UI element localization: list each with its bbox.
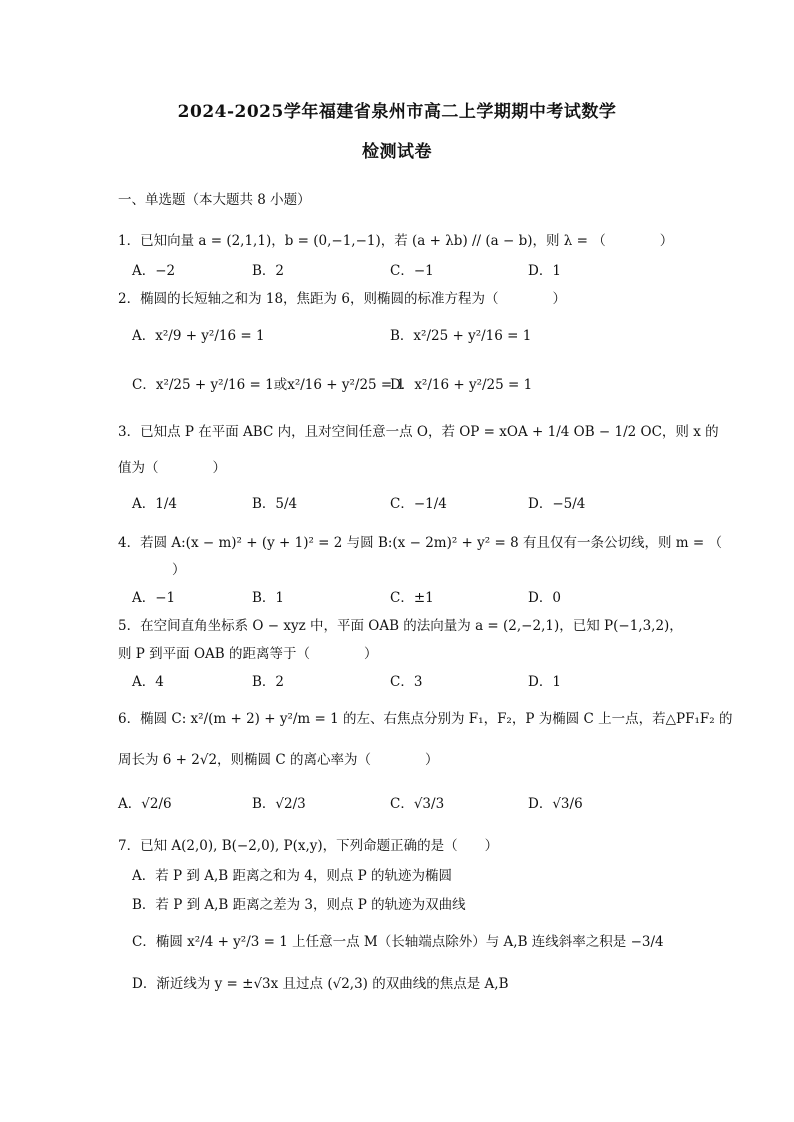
- q4-option-c: C．±1: [390, 590, 434, 606]
- q4-option-d: D．0: [528, 590, 561, 606]
- section-heading: 一、单选题（本大题共 8 小题）: [118, 192, 311, 208]
- question-6-cont: 周长为 6 + 2√2，则椭圆 C 的离心率为（ ）: [118, 752, 439, 768]
- question-6: 6．椭圆 C: x²/(m + 2) + y²/m = 1 的左、右焦点分别为 F₁，F₂，P 为椭圆 C 上一点，若△PF₁F₂ 的: [118, 711, 733, 727]
- q4-option-a: A．−1: [132, 590, 176, 606]
- question-2: 2．椭圆的长短轴之和为 18，焦距为 6，则椭圆的标准方程为（ ）: [118, 291, 566, 307]
- q1-option-c: C．−1: [390, 263, 434, 279]
- q3-option-b: B．5/4: [252, 496, 298, 512]
- q7-option-a: A．若 P 到 A,B 距离之和为 4，则点 P 的轨迹为椭圆: [132, 868, 453, 884]
- q2-option-b: B．x²/25 + y²/16 = 1: [390, 328, 532, 344]
- question-4-cont: ）: [172, 562, 186, 578]
- q6-option-b: B．√2/3: [252, 796, 306, 812]
- q7-option-c: C．椭圆 x²/4 + y²/3 = 1 上任意一点 M（长轴端点除外）与 A,B 连线斜率之积是 −3/4: [132, 934, 664, 950]
- question-3-cont: 值为（ ）: [118, 460, 226, 476]
- q6-option-c: C．√3/3: [390, 796, 445, 812]
- q2-option-d: D．x²/16 + y²/25 = 1: [390, 377, 533, 393]
- q5-option-b: B．2: [252, 674, 285, 690]
- q6-option-d: D．√3/6: [528, 796, 583, 812]
- q6-option-a: A．√2/6: [118, 796, 172, 812]
- q1-option-a: A．−2: [132, 263, 176, 279]
- question-4: 4．若圆 A:(x − m)² + (y + 1)² = 2 与圆 B:(x − 2m)² + y² = 8 有且仅有一条公切线，则 m = （: [118, 535, 722, 551]
- question-3: 3．已知点 P 在平面 ABC 内，且对空间任意一点 O，若 OP = xOA + 1/4 OB − 1/2 OC，则 x 的: [118, 424, 719, 440]
- exam-title: 2024-2025学年福建省泉州市高二上学期期中考试数学: [177, 102, 617, 122]
- q1-option-b: B．2: [252, 263, 285, 279]
- q7-option-d: D．渐近线为 y = ±√3x 且过点 (√2,3) 的双曲线的焦点是 A,B: [132, 976, 509, 992]
- q1-option-d: D．1: [528, 263, 561, 279]
- q3-option-a: A．1/4: [132, 496, 177, 512]
- q5-option-a: A．4: [132, 674, 164, 690]
- q3-option-d: D．−5/4: [528, 496, 586, 512]
- q5-option-c: C．3: [390, 674, 423, 690]
- q4-option-b: B．1: [252, 590, 285, 606]
- question-5: 5．在空间直角坐标系 O − xyz 中，平面 OAB 的法向量为 a = (2,−2,1)，已知 P(−1,3,2)，: [118, 618, 683, 634]
- q2-option-a: A．x²/9 + y²/16 = 1: [132, 328, 265, 344]
- question-5-cont: 则 P 到平面 OAB 的距离等于（ ）: [118, 646, 378, 662]
- exam-subtitle: 检测试卷: [362, 142, 432, 162]
- q7-option-b: B．若 P 到 A,B 距离之差为 3，则点 P 的轨迹为双曲线: [132, 897, 466, 913]
- question-7: 7．已知 A(2,0), B(−2,0), P(x,y)，下列命题正确的是（ ）: [118, 838, 499, 854]
- question-1: 1．已知向量 a = (2,1,1)，b = (0,−1,−1)，若 (a + λb) // (a − b)，则 λ = （ ）: [118, 233, 674, 249]
- q3-option-c: C．−1/4: [390, 496, 447, 512]
- q5-option-d: D．1: [528, 674, 561, 690]
- q2-option-c: C．x²/25 + y²/16 = 1或x²/16 + y²/25 = 1: [132, 377, 406, 393]
